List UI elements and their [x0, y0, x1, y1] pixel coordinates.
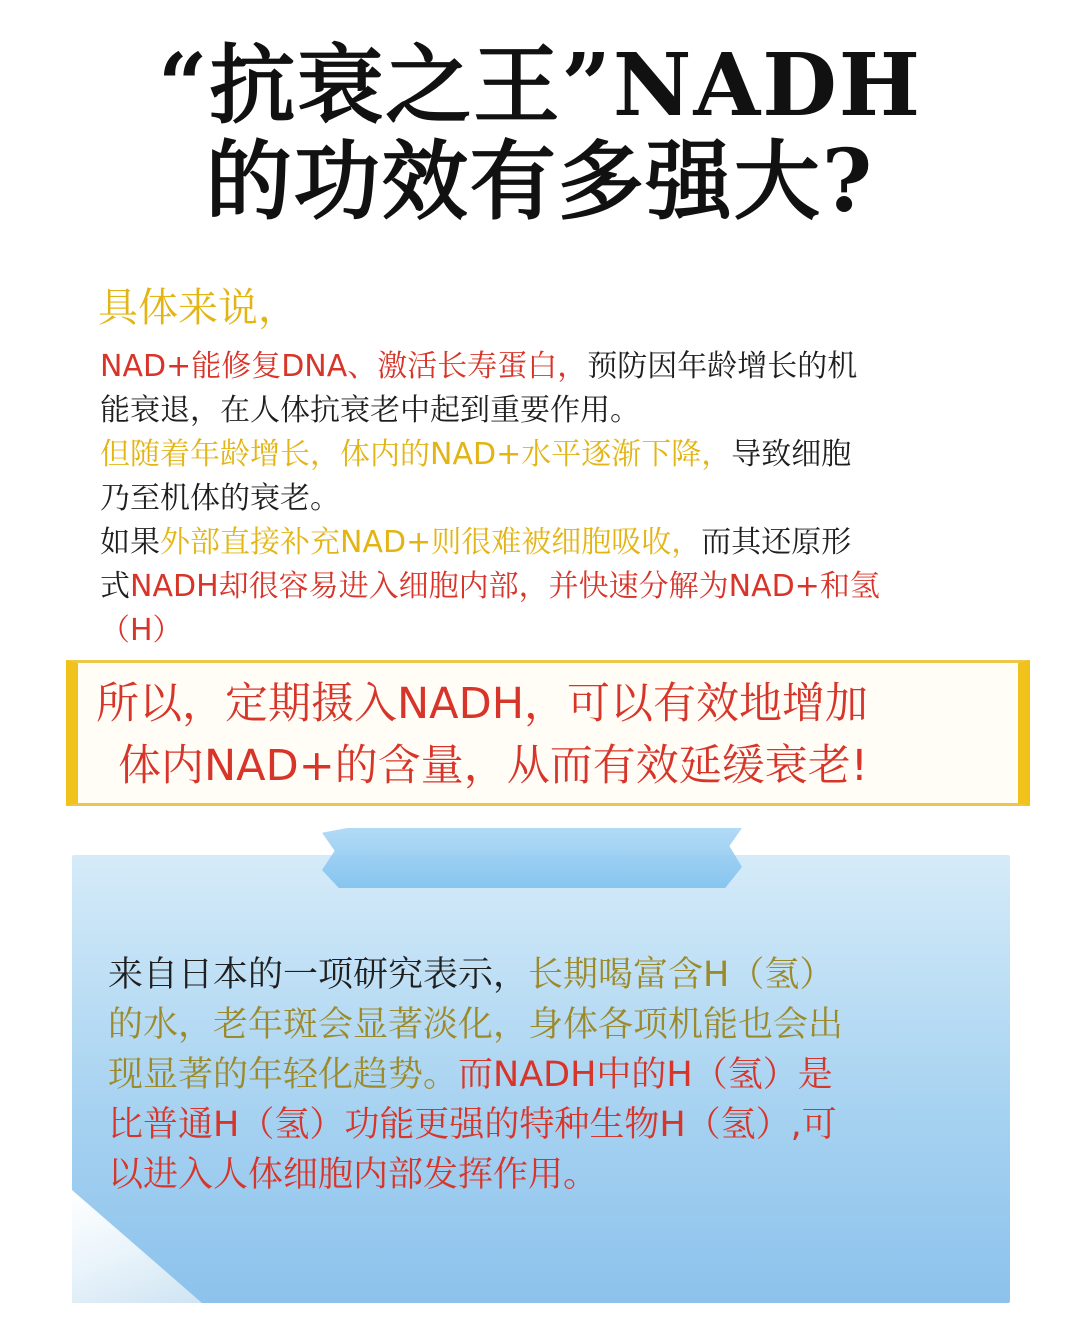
- tape-strip: [322, 828, 742, 888]
- note-line: [108, 1000, 988, 1050]
- highlight-olive: 的水，老年斑会显著淡化，身体各项机能也会出: [108, 1005, 844, 1045]
- highlight-red: 以进入人体细胞内部发挥作用。: [108, 1155, 599, 1195]
- highlight-red: 而NADH中的H（氢）是: [458, 1055, 833, 1095]
- paragraph-line: [100, 609, 1000, 653]
- highlight-red: （H）: [100, 613, 183, 648]
- conclusion-line-1: 所以，定期摄入NADH，可以有效地增加: [96, 679, 869, 729]
- body-text: 乃至机体的衰老。: [100, 481, 340, 516]
- body-text: 如果: [100, 525, 160, 560]
- highlight-red: NAD+能修复DNA、激活长寿蛋白，: [100, 349, 588, 384]
- note-line: [108, 1150, 988, 1200]
- intro-heading: 具体来说，: [98, 285, 298, 331]
- page-title: [0, 35, 1080, 232]
- body-text: 式: [100, 569, 130, 604]
- note-line: [108, 1100, 988, 1150]
- highlight-red: 比普通H（氢）功能更强的特种生物H（氢）,可: [108, 1105, 837, 1145]
- body-text: 能衰退，在人体抗衰老中起到重要作用。: [100, 393, 640, 428]
- paragraph-line: [100, 345, 1000, 389]
- body-text: 来自日本的一项研究表示，: [108, 955, 529, 995]
- paragraph-line: [100, 433, 1000, 477]
- highlight-red: NADH却很容易进入细胞内部，并快速分解为NAD+和氢: [130, 569, 880, 604]
- paragraph-line: [100, 477, 1000, 521]
- note-line: [108, 950, 988, 1000]
- paragraph-line: [100, 389, 1000, 433]
- conclusion-box: [66, 660, 1030, 806]
- highlight-gold: 但随着年龄增长，体内的NAD+水平逐渐下降，: [100, 437, 732, 472]
- highlight-gold: 外部直接补充NAD+则很难被细胞吸收，: [160, 525, 702, 560]
- paragraph-line: [100, 521, 1000, 565]
- note-line: [108, 1050, 988, 1100]
- highlight-olive: 长期喝富含H（氢）: [528, 955, 835, 995]
- body-text: 而其还原形: [701, 525, 852, 560]
- body-text: 导致细胞: [731, 437, 852, 472]
- explanation-paragraph: [100, 345, 1000, 653]
- conclusion-line-2: 体内NAD+的含量，从而有效延缓衰老!: [118, 741, 868, 791]
- paragraph-line: [100, 565, 1000, 609]
- title-line-1: “抗衰之王”NADH: [157, 35, 923, 136]
- title-line-2: 的功效有多强大?: [205, 131, 875, 232]
- highlight-olive: 现显著的年轻化趋势。: [108, 1055, 459, 1095]
- body-text: 预防因年龄增长的机: [587, 349, 858, 384]
- note-text: [108, 950, 988, 1200]
